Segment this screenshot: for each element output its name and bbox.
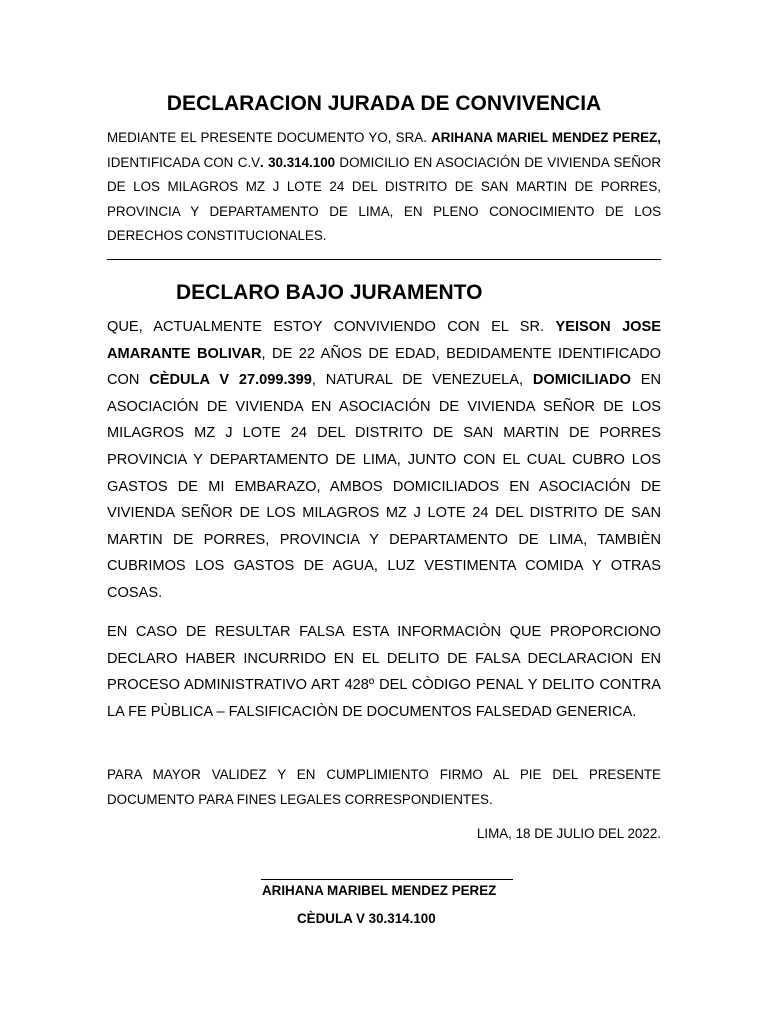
signature-id: CÈDULA V 30.314.100	[297, 911, 436, 926]
intro-text-2: IDENTIFICADA CON C.V	[107, 154, 261, 170]
declarant-id: . 30.314.100	[260, 154, 336, 170]
signature-name: ARIHANA MARIBEL MENDEZ PEREZ	[262, 883, 497, 898]
signature-line	[261, 879, 513, 880]
falsity-paragraph: EN CASO DE RESULTAR FALSA ESTA INFORMACIÒN QUE PROPORCIONO DECLARO HABER INCURRIDO EN EL DELITO DE FALSA DECLARACION EN PROCESO ADMINISTRATIVO ART 428º DEL CÒDIGO PENAL Y DELITO CONTRA LA FE PÙBLICA – FALSIFICACIÒN DE DOCUMENTOS FALSEDAD GENERICA.	[107, 624, 661, 720]
validity-paragraph: PARA MAYOR VALIDEZ Y EN CUMPLIMIENTO FIRMO AL PIE DEL PRESENTE DOCUMENTO PARA FINES LEGALES CORRESPONDIENTES.	[107, 767, 661, 807]
declarant-name: ARIHANA MARIEL MENDEZ PEREZ,	[431, 130, 661, 145]
partner-cedula: CÈDULA V 27.099.399	[149, 372, 312, 389]
document-date: LIMA, 18 DE JULIO DEL 2022.	[476, 826, 661, 841]
partner-name: YEISON JOSE AMARANTE BOLIVAR	[107, 319, 661, 362]
domiciliado-label: DOMICILIADO	[532, 372, 631, 389]
declaration-paragraph	[107, 314, 661, 607]
document-title: DECLARACION JURADA DE CONVIVENCIA	[166, 92, 602, 115]
intro-paragraph	[107, 126, 661, 249]
intro-text-3: DOMICILIO EN ASOCIACIÓN DE VIVIENDA SEÑOR DE LOS MILAGROS MZ J LOTE 24 DEL DISTRITO DE SAN MARTIN DE PORRES, PROVINCIA Y DEPARTAMENTO DE LIMA, EN PLENO CONOCIMIENTO DE LOS DERECHOS CONSTITUCIONALES.	[107, 154, 661, 243]
body-text-3: , NATURAL DE VENEZUELA,	[311, 372, 533, 389]
body-text-1: QUE, ACTUALMENTE ESTOY CONVIVIENDO CON EL SR.	[107, 319, 556, 335]
section-divider	[107, 259, 661, 260]
intro-text-1: MEDIANTE EL PRESENTE DOCUMENTO YO, SRA.	[107, 130, 432, 145]
body-text-4: EN ASOCIACIÓN DE VIVIENDA EN ASOCIACIÓN DE VIVIENDA SEÑOR DE LOS MILAGROS MZ J LOTE 24 DEL DISTRITO DE SAN MARTIN DE PORRES PROVINCIA Y DEPARTAMENTO DE LIMA, JUNTO CON EL CUAL CUBRO LOS GASTOS DE MI EMBARAZO, AMBOS DOMICILIADOS EN ASOCIACIÓN DE VIVIENDA SEÑOR DE LOS MILAGROS MZ J LOTE 24 DEL DISTRITO DE SAN MARTIN DE PORRES, PROVINCIA Y DEPARTAMENTO DE LIMA, TAMBIÈN CUBRIMOS LOS GASTOS DE AGUA, LUZ VESTIMENTA COMIDA Y OTRAS COSAS.	[107, 372, 662, 601]
section-heading: DECLARO BAJO JURAMENTO	[176, 281, 483, 304]
body-text-2: , DE 22 AÑOS DE EDAD, BEDIDAMENTE IDENTIFICADO CON	[107, 345, 661, 389]
